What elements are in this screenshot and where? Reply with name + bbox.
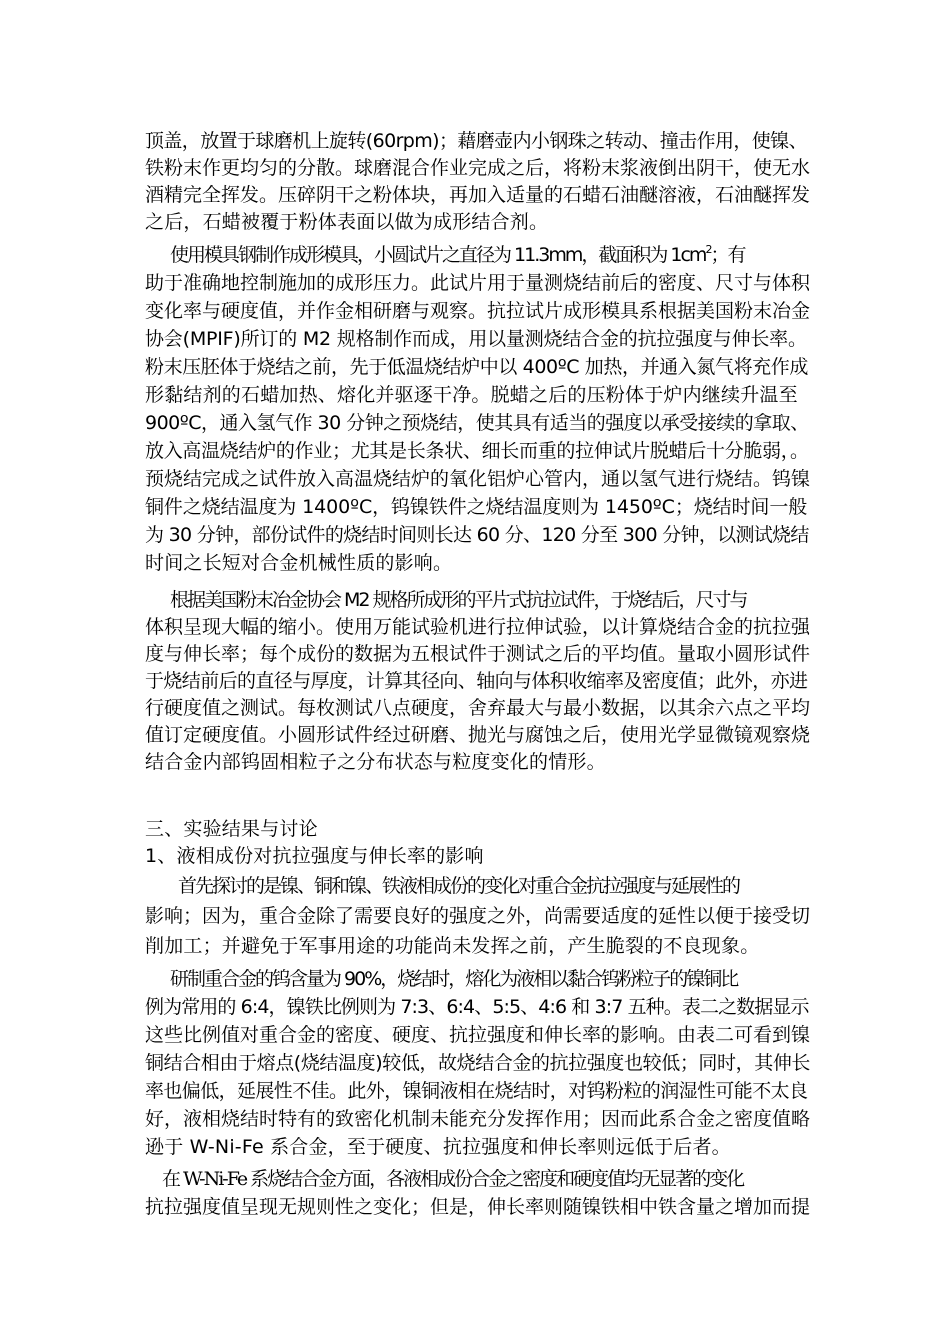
text-line: 放入高温烧结炉的作业；尤其是长条状、细长而重的拉伸试片脱蜡后十分脆弱，。 bbox=[145, 440, 809, 462]
text-line: 根据美国粉末冶金协会 M2 规格所成形的平片式抗拉试件，于烧结后，尺寸与 bbox=[170, 589, 747, 611]
text-line: 变化率与硬度值，并作金相研磨与观察。抗拉试片成形模具系根据美国粉末冶金 bbox=[145, 300, 811, 322]
text-line: 900ºC，通入氢气作 30 分钟之预烧结，使其具有适当的强度以承受接续的拿取、 bbox=[145, 412, 809, 434]
text-line: 研制重合金的钨含量为 90%，烧结时，熔化为液相以黏合钨粉粒子的镍铜比 bbox=[170, 968, 738, 990]
text-line: 体积呈现大幅的缩小。使用万能试验机进行拉伸试验，以计算烧结合金的抗拉强 bbox=[145, 616, 811, 638]
text-line: 影响；因为，重合金除了需要良好的强度之外，尚需要适度的延性以便于接受切 bbox=[145, 905, 811, 927]
text-line: 预烧结完成之试件放入高温烧结炉的氧化铝炉心管内，通以氢气进行烧结。钨镍 bbox=[145, 468, 811, 490]
text-line: 逊于 W-Ni-Fe 系合金，至于硬度、抗拉强度和伸长率则远低于后者。 bbox=[145, 1136, 731, 1158]
text-line: 之后，石蜡被覆于粉体表面以做为成形结合剂。 bbox=[145, 211, 549, 233]
text-line: 好，液相烧结时特有的致密化机制未能充分发挥作用；因而此系合金之密度值略 bbox=[145, 1108, 811, 1130]
text-line: 铁粉末作更均匀的分散。球磨混合作业完成之后，将粉末浆液倒出阴干，使无水 bbox=[145, 157, 811, 179]
text-line: 抗拉强度值呈现无规则性之变化；但是，伸长率则随镍铁相中铁含量之增加而提 bbox=[145, 1196, 811, 1218]
text-line: 首先探讨的是镍、铜和镍、铁液相成份的变化对重合金抗拉强度与延展性的 bbox=[178, 875, 740, 897]
text-span: 使用模具钢制作成形模具，小圆试片之直径为 11.3mm，截面积为 1cm bbox=[170, 244, 706, 266]
text-line: 削加工；并避免于军事用途的功能尚未发挥之前，产生脆裂的不良现象。 bbox=[145, 935, 760, 957]
text-line: 于烧结前后的直径与厚度，计算其径向、轴向与体积收缩率及密度值；此外，亦进 bbox=[145, 670, 808, 692]
text-line: 率也偏低，延展性不佳。此外，镍铜液相在烧结时，对钨粉粒的润湿性可能不太良 bbox=[145, 1080, 808, 1102]
text-line: 铜结合相由于熔点(烧结温度)较低，故烧结合金的抗拉强度也较低；同时，其伸长 bbox=[145, 1052, 811, 1074]
text-line: 为 30 分钟，部份试件的烧结时间则长达 60 分、120 分至 300 分钟，以测试烧结 bbox=[145, 524, 809, 546]
text-line: 助于准确地控制施加的成形压力。此试片用于量测烧结前后的密度、尺寸与体积 bbox=[145, 272, 811, 294]
paragraph-first-line bbox=[170, 242, 835, 269]
text-span: ；有 bbox=[710, 244, 745, 266]
subsection-heading: 1、液相成份对抗拉强度与伸长率的影响 bbox=[145, 845, 484, 867]
text-line: 结合金内部钨固相粒子之分布状态与粒度变化的情形。 bbox=[145, 751, 606, 773]
text-line: 时间之长短对合金机械性质的影响。 bbox=[145, 552, 453, 574]
text-line: 在 W-Ni-Fe 系烧结合金方面，各液相成份合金之密度和硬度值均无显著的变化 bbox=[162, 1168, 744, 1190]
text-line: 度与伸长率；每个成份的数据为五根试件于测试之后的平均值。量取小圆形试件 bbox=[145, 643, 811, 665]
text-line: 酒精完全挥发。压碎阴干之粉体块，再加入适量的石蜡石油醚溶液，石油醚挥发 bbox=[145, 184, 811, 206]
text-line: 例为常用的 6:4，镍铁比例则为 7:3、6:4、5:5、4:6 和 3:7 五种。表二之数据显示 bbox=[145, 996, 809, 1018]
superscript: 2 bbox=[705, 243, 711, 256]
text-line: 顶盖，放置于球磨机上旋转(60rpm)；藉磨壶内小钢珠之转动、撞击作用，使镍、 bbox=[145, 130, 807, 152]
text-line: 形黏结剂的石蜡加热、熔化并驱逐干净。脱蜡之后的压粉体于炉内继续升温至 bbox=[145, 384, 798, 406]
text-line: 行硬度值之测试。每枚测试八点硬度，舍弃最大与最小数据，以其余六点之平均 bbox=[145, 697, 811, 719]
text-line: 这些比例值对重合金的密度、硬度、抗拉强度和伸长率的影响。由表二可看到镍 bbox=[145, 1024, 811, 1046]
section-heading: 三、实验结果与讨论 bbox=[145, 818, 318, 840]
text-line: 铜件之烧结温度为 1400ºC，钨镍铁件之烧结温度则为 1450ºC；烧结时间一般 bbox=[145, 496, 808, 518]
text-line: 协会(MPIF)所订的 M2 规格制作而成，用以量测烧结合金的抗拉强度与伸长率。 bbox=[145, 328, 807, 350]
text-line: 值订定硬度值。小圆形试件经过研磨、抛光与腐蚀之后，使用光学显微镜观察烧 bbox=[145, 724, 811, 746]
text-line: 粉末压胚体于烧结之前，先于低温烧结炉中以 400ºC 加热，并通入氮气将充作成 bbox=[145, 356, 808, 378]
